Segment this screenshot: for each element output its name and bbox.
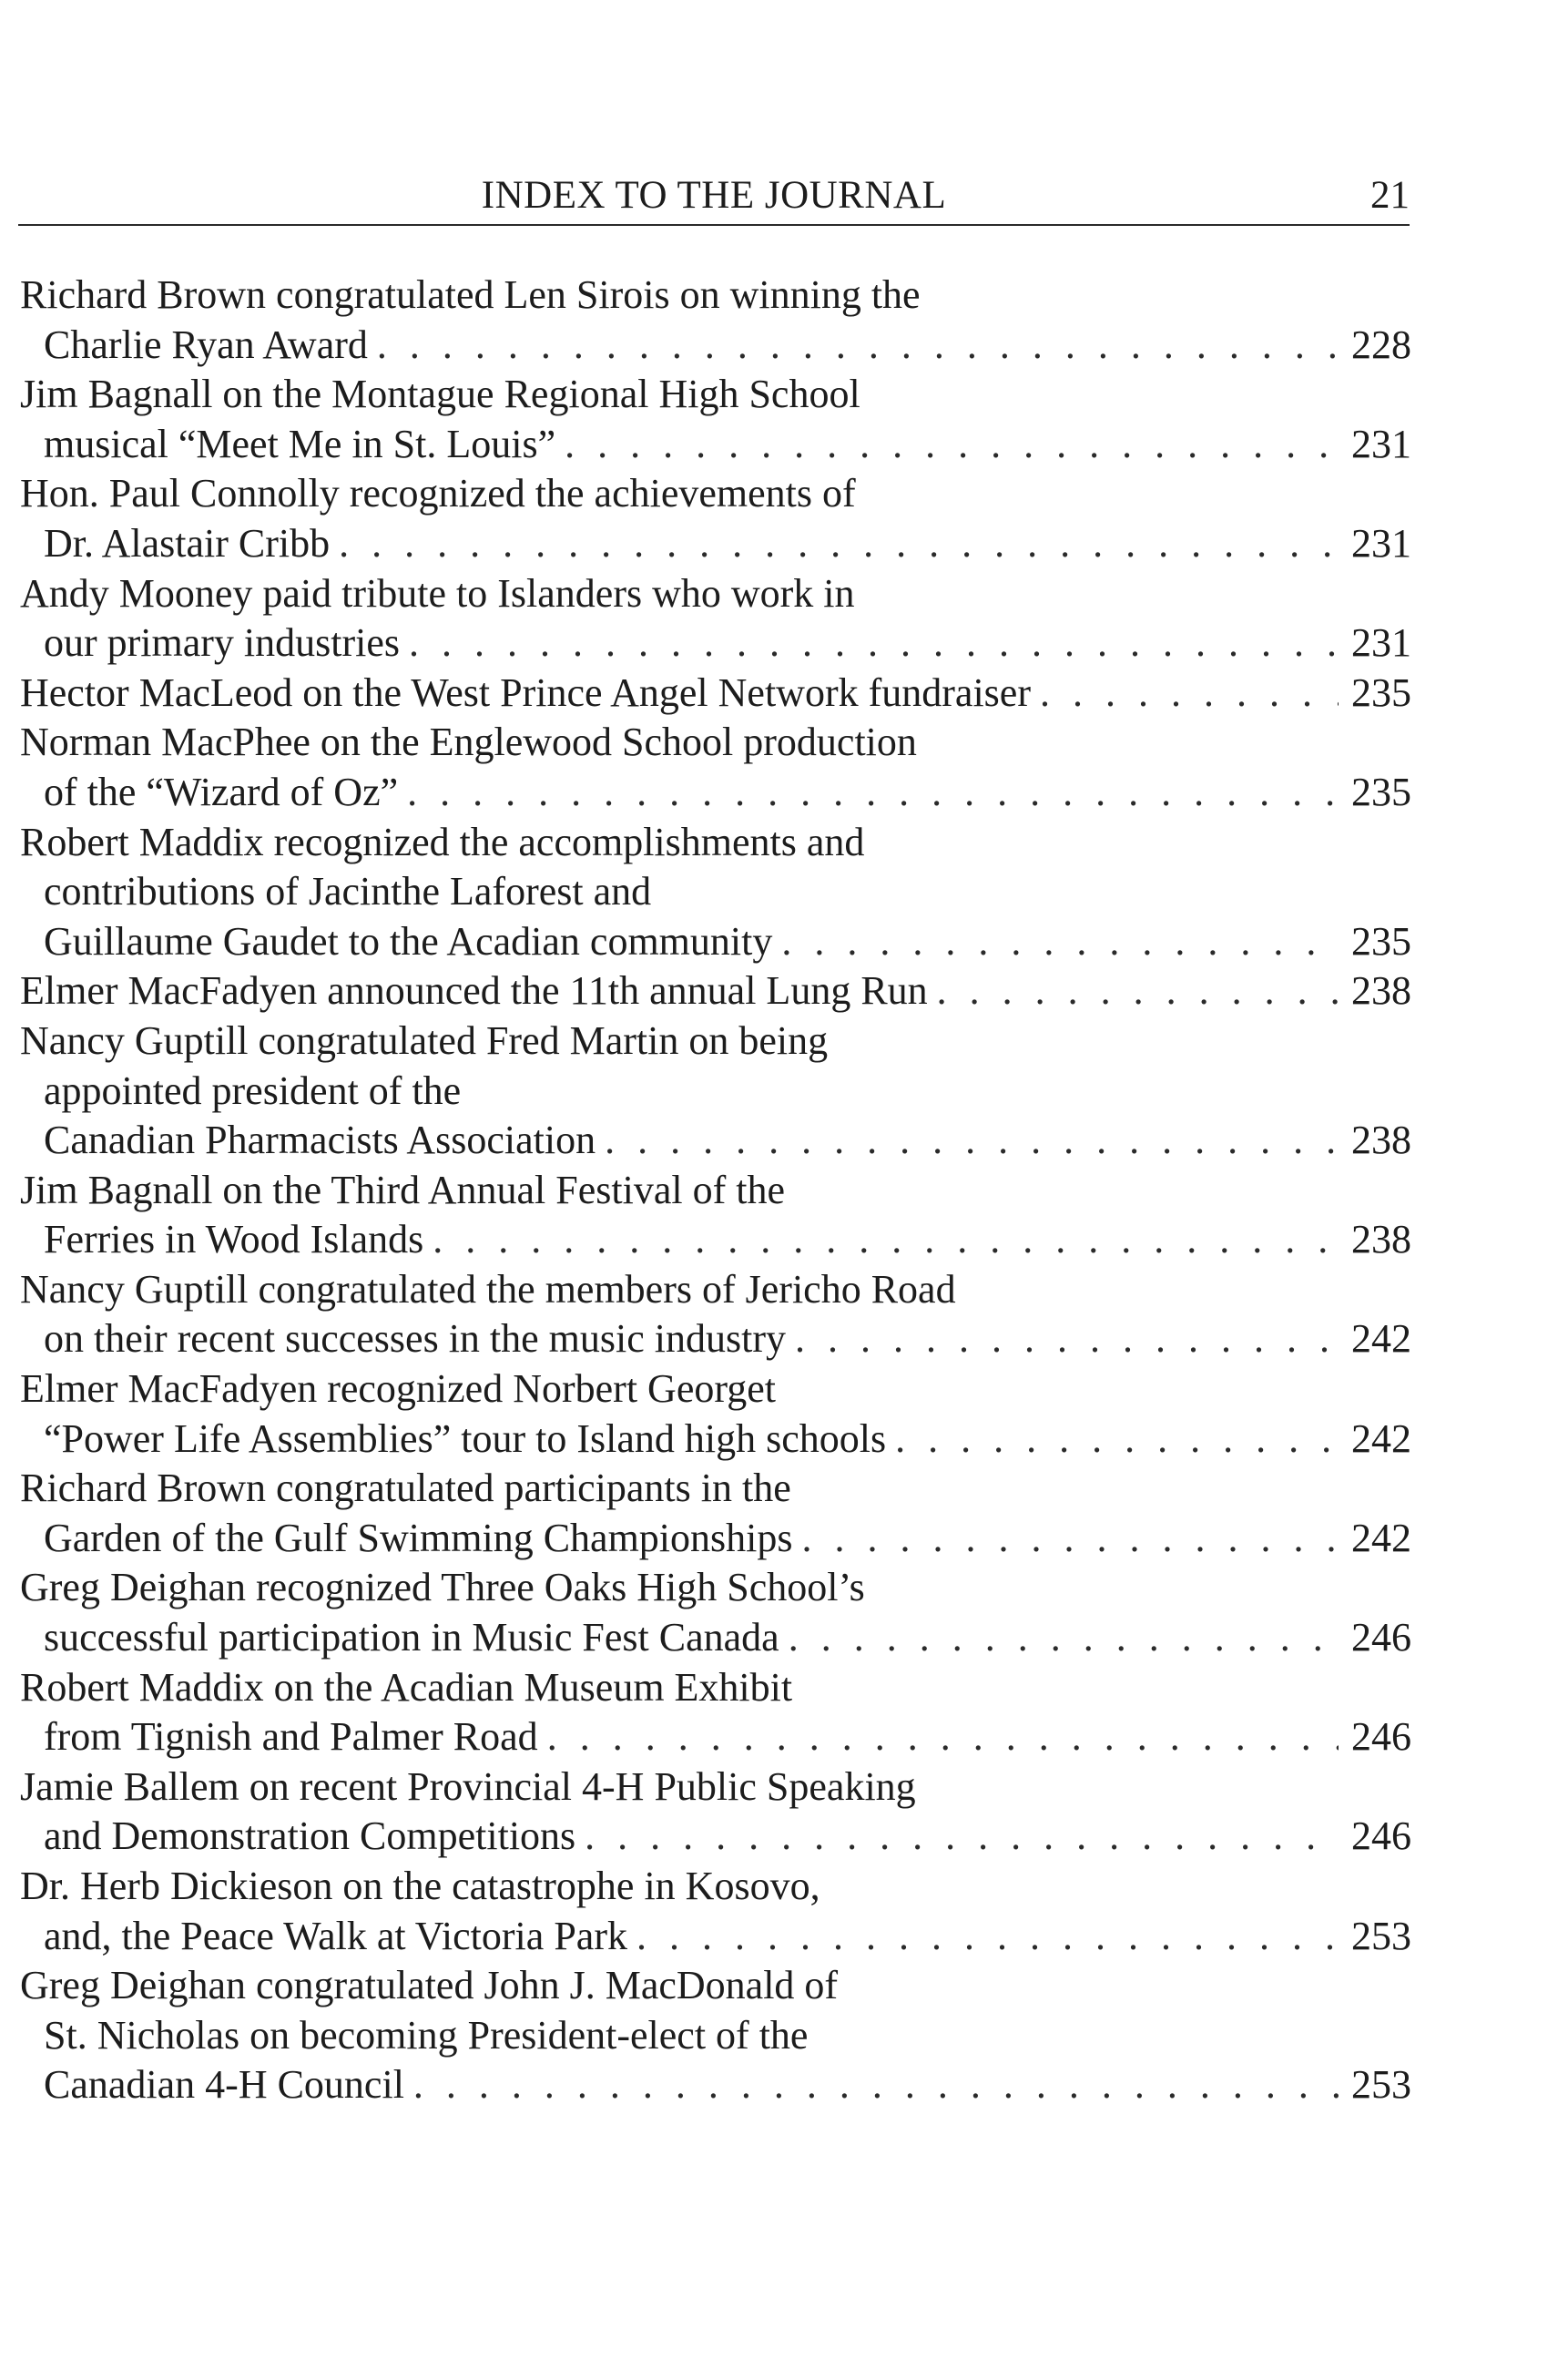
entry-text: Jamie Ballem on recent Provincial 4-H Public Speaking xyxy=(20,1763,916,1809)
entry-page-number: 238 xyxy=(1351,1118,1411,1163)
entry-text: contributions of Jacinthe Laforest and xyxy=(44,869,652,914)
index-entry xyxy=(20,1364,1411,1464)
page-number: 21 xyxy=(1370,174,1410,217)
entry-page-number: 231 xyxy=(1351,620,1411,666)
entry-text: successful participation in Music Fest Canada xyxy=(44,1615,779,1660)
entry-text: Canadian 4-H Council xyxy=(44,2062,404,2108)
dot-leader xyxy=(413,2060,1339,2110)
entry-page-number: 246 xyxy=(1351,1714,1411,1760)
entry-page-number: 246 xyxy=(1351,1813,1411,1859)
dot-leader xyxy=(585,1812,1339,1862)
page-header xyxy=(18,166,1410,226)
entry-line xyxy=(20,1016,1411,1067)
entry-text: Robert Maddix recognized the accomplishments and xyxy=(20,819,865,864)
dot-leader xyxy=(895,1415,1339,1465)
index-entry xyxy=(20,1016,1411,1166)
entry-text: Garden of the Gulf Swimming Championships xyxy=(44,1515,793,1560)
entry-line xyxy=(20,1364,1411,1415)
entry-line xyxy=(20,1464,1411,1514)
entry-text: Richard Brown congratulated Len Sirois on winning the xyxy=(20,272,921,317)
dot-leader xyxy=(937,966,1339,1016)
entry-page-number: 231 xyxy=(1351,520,1411,566)
entry-text: Robert Maddix on the Acadian Museum Exhibit xyxy=(20,1664,793,1710)
index-entry xyxy=(20,370,1411,469)
entry-line xyxy=(20,1961,1411,2011)
entry-continuation-line xyxy=(20,519,1411,569)
entry-text: from Tignish and Palmer Road xyxy=(44,1714,538,1760)
entry-text: musical “Meet Me in St. Louis” xyxy=(44,421,556,466)
entry-text: Norman MacPhee on the Englewood School production xyxy=(20,720,917,765)
entry-line xyxy=(20,966,1411,1016)
entry-text: “Power Life Assemblies” tour to Island high schools xyxy=(44,1415,887,1461)
entry-continuation-line xyxy=(20,420,1411,470)
entry-continuation-line xyxy=(20,2011,1411,2061)
index-entry xyxy=(20,1464,1411,1563)
index-entry xyxy=(20,669,1411,719)
dot-leader xyxy=(636,1912,1339,1962)
entry-text: Richard Brown congratulated participants in the xyxy=(20,1466,791,1511)
index-entry xyxy=(20,1166,1411,1265)
dot-leader xyxy=(547,1712,1339,1762)
entry-line xyxy=(20,469,1411,519)
entry-line xyxy=(20,1265,1411,1315)
entry-page-number: 231 xyxy=(1351,421,1411,466)
entry-line xyxy=(20,569,1411,619)
entry-text: Jim Bagnall on the Third Annual Festival of the xyxy=(20,1167,785,1212)
dot-leader xyxy=(433,1215,1339,1265)
index-entry xyxy=(20,718,1411,817)
entry-text: and, the Peace Walk at Victoria Park xyxy=(44,1913,627,1958)
entry-page-number: 235 xyxy=(1351,918,1411,964)
entry-page-number: 235 xyxy=(1351,769,1411,814)
entry-text: Greg Deighan recognized Three Oaks High School’s xyxy=(20,1565,865,1610)
entry-line xyxy=(20,1862,1411,1912)
entry-text: Greg Deighan congratulated John J. MacDonald of xyxy=(20,1963,839,2008)
entry-page-number: 235 xyxy=(1351,669,1411,715)
index-entry xyxy=(20,1265,1411,1364)
entry-page-number: 238 xyxy=(1351,968,1411,1014)
entry-text: Nancy Guptill congratulated Fred Martin on being xyxy=(20,1017,829,1063)
index-entry xyxy=(20,569,1411,669)
entry-text: Ferries in Wood Islands xyxy=(44,1217,424,1262)
entry-text: Jim Bagnall on the Montague Regional High School xyxy=(20,372,860,417)
dot-leader xyxy=(789,1613,1339,1663)
entry-line xyxy=(20,1166,1411,1216)
entry-page-number: 253 xyxy=(1351,2062,1411,2108)
entry-text: Nancy Guptill congratulated the members of Jericho Road xyxy=(20,1266,956,1312)
entry-text: on their recent successes in the music industry xyxy=(44,1316,787,1362)
entry-page-number: 242 xyxy=(1351,1415,1411,1461)
index-entry xyxy=(20,1762,1411,1862)
entry-page-number: 246 xyxy=(1351,1615,1411,1660)
entry-continuation-line xyxy=(20,1912,1411,1962)
entry-text: Hector MacLeod on the West Prince Angel Network fundraiser xyxy=(20,669,1031,715)
index-entry xyxy=(20,1961,1411,2110)
index-entry xyxy=(20,966,1411,1016)
entry-line xyxy=(20,818,1411,868)
index-entry xyxy=(20,1663,1411,1762)
index-entries xyxy=(20,271,1411,2110)
entry-continuation-line xyxy=(20,768,1411,818)
entry-continuation-line xyxy=(20,867,1411,917)
dot-leader xyxy=(605,1116,1339,1166)
entry-page-number: 242 xyxy=(1351,1515,1411,1560)
entry-page-number: 253 xyxy=(1351,1913,1411,1958)
entry-text: of the “Wizard of Oz” xyxy=(44,769,399,814)
entry-continuation-line xyxy=(20,1415,1411,1465)
entry-line xyxy=(20,271,1411,321)
entry-continuation-line xyxy=(20,1215,1411,1265)
entry-text: Elmer MacFadyen recognized Norbert Georget xyxy=(20,1366,776,1412)
running-title: INDEX TO THE JOURNAL xyxy=(481,174,947,217)
entry-continuation-line xyxy=(20,321,1411,371)
entry-continuation-line xyxy=(20,1314,1411,1364)
entry-text: Andy Mooney paid tribute to Islanders who work in xyxy=(20,570,855,616)
dot-leader xyxy=(565,420,1339,470)
entry-text: Dr. Alastair Cribb xyxy=(44,520,331,566)
entry-continuation-line xyxy=(20,2060,1411,2110)
entry-line xyxy=(20,1762,1411,1813)
entry-continuation-line xyxy=(20,1067,1411,1117)
entry-continuation-line xyxy=(20,1812,1411,1862)
index-entry xyxy=(20,818,1411,967)
dot-leader xyxy=(795,1314,1339,1364)
dot-leader xyxy=(409,618,1339,669)
entry-text: Hon. Paul Connolly recognized the achievements of xyxy=(20,471,856,516)
entry-text: Guillaume Gaudet to the Acadian community xyxy=(44,918,773,964)
dot-leader xyxy=(781,917,1339,967)
entry-text: Elmer MacFadyen announced the 11th annual Lung Run xyxy=(20,968,928,1014)
dot-leader xyxy=(802,1514,1339,1564)
entry-text: and Demonstration Competitions xyxy=(44,1813,576,1859)
dot-leader xyxy=(407,768,1339,818)
index-entry xyxy=(20,469,1411,568)
entry-continuation-line xyxy=(20,1613,1411,1663)
index-entry xyxy=(20,1563,1411,1662)
entry-line xyxy=(20,1663,1411,1713)
entry-continuation-line xyxy=(20,1116,1411,1166)
dot-leader xyxy=(377,321,1339,371)
entry-text: Dr. Herb Dickieson on the catastrophe in Kosovo, xyxy=(20,1864,820,1908)
entry-line xyxy=(20,718,1411,768)
entry-continuation-line xyxy=(20,917,1411,967)
entry-page-number: 228 xyxy=(1351,322,1411,367)
index-entry xyxy=(20,271,1411,370)
dot-leader xyxy=(339,519,1339,569)
entry-page-number: 238 xyxy=(1351,1217,1411,1262)
entry-continuation-line xyxy=(20,1514,1411,1564)
index-entry xyxy=(20,1862,1411,1961)
entry-page-number: 242 xyxy=(1351,1316,1411,1362)
entry-text: Charlie Ryan Award xyxy=(44,322,368,367)
entry-text: Canadian Pharmacists Association xyxy=(44,1118,596,1163)
entry-line xyxy=(20,1563,1411,1613)
entry-text: St. Nicholas on becoming President-elect of the xyxy=(44,2012,809,2058)
entry-text: appointed president of the xyxy=(44,1067,462,1113)
entry-text: our primary industries xyxy=(44,620,401,666)
entry-continuation-line xyxy=(20,1712,1411,1762)
entry-line xyxy=(20,669,1411,719)
entry-continuation-line xyxy=(20,618,1411,669)
entry-line xyxy=(20,370,1411,420)
dot-leader xyxy=(1040,669,1339,719)
